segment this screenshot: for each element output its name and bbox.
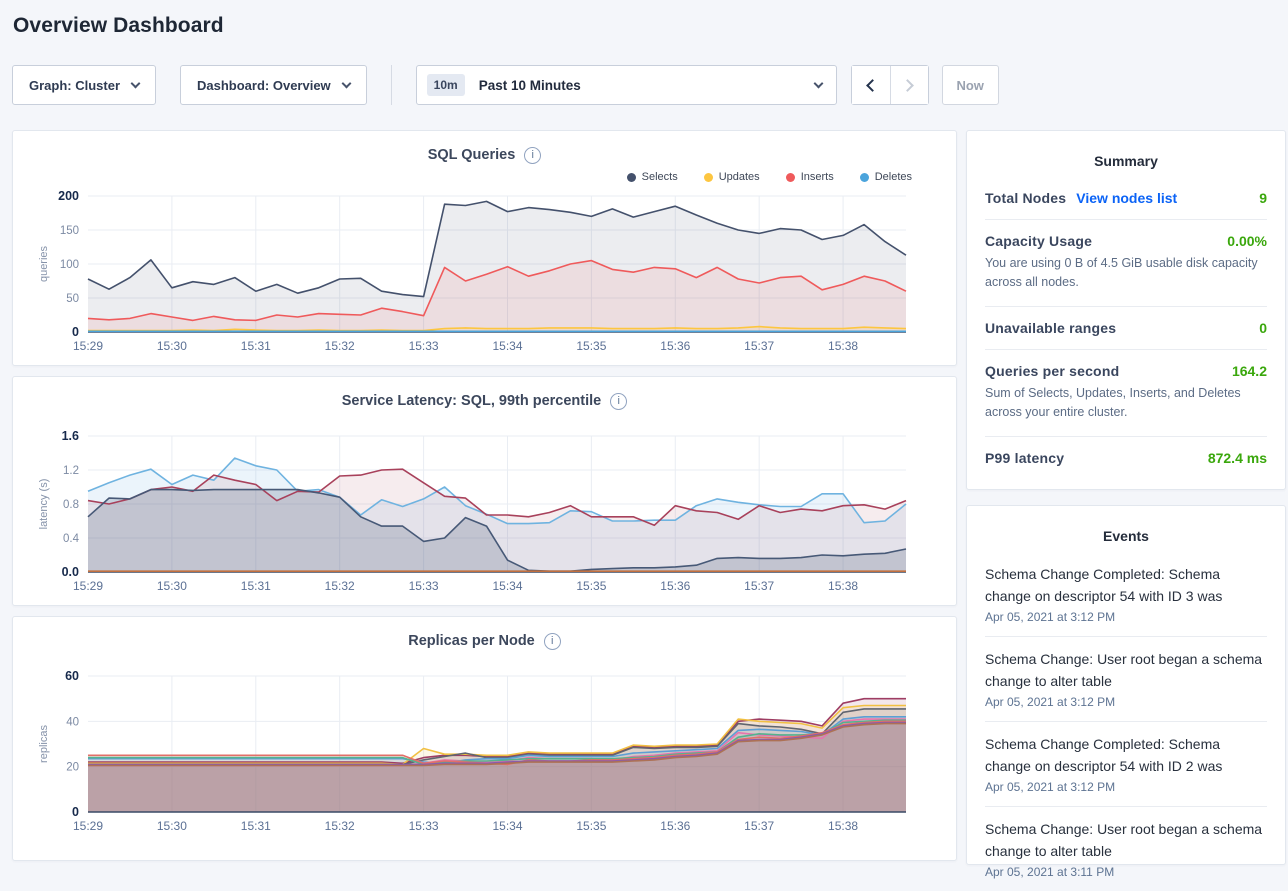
summary-row <box>985 306 1267 349</box>
controls-divider <box>391 65 392 105</box>
summary-description: Sum of Selects, Updates, Inserts, and Deletes across your entire cluster. <box>985 384 1267 423</box>
x-tick-label: 15:34 <box>492 819 522 833</box>
y-tick-label: 50 <box>66 293 79 305</box>
legend-label: Deletes <box>875 171 912 183</box>
prev-time-button[interactable] <box>852 66 890 104</box>
x-tick-label: 15:30 <box>157 579 187 593</box>
summary-label: Unavailable ranges <box>985 320 1116 336</box>
event-item <box>985 721 1267 806</box>
x-tick-label: 15:38 <box>828 579 858 593</box>
x-tick-label: 15:34 <box>492 579 522 593</box>
legend-dot <box>627 173 636 182</box>
summary-row <box>985 177 1267 219</box>
y-axis-label: queries <box>38 245 50 282</box>
replicas-chart[interactable] <box>13 668 956 845</box>
x-tick-label: 15:31 <box>241 339 271 353</box>
graph-dropdown[interactable] <box>12 65 156 105</box>
y-axis-label: replicas <box>38 725 50 763</box>
chart-svg <box>13 188 954 360</box>
x-tick-label: 15:33 <box>409 819 439 833</box>
x-tick-label: 15:32 <box>325 579 355 593</box>
y-tick-label: 60 <box>65 669 79 683</box>
x-tick-label: 15:33 <box>409 579 439 593</box>
event-message: Schema Change Completed: Schema change on descriptor 54 with ID 3 was <box>985 563 1267 607</box>
x-tick-label: 15:35 <box>576 819 606 833</box>
summary-row <box>985 219 1267 306</box>
charts-column <box>12 130 957 871</box>
x-tick-label: 15:33 <box>409 339 439 353</box>
y-tick-label: 0 <box>72 805 79 819</box>
page-title: Overview Dashboard <box>0 0 1288 38</box>
y-tick-label: 20 <box>66 762 79 774</box>
x-tick-label: 15:31 <box>241 579 271 593</box>
replicas-per-node-chart-card <box>12 616 957 861</box>
chart-header <box>13 144 956 166</box>
x-tick-label: 15:37 <box>744 339 774 353</box>
events-panel <box>966 505 1286 865</box>
now-button[interactable]: Now <box>942 65 999 105</box>
x-tick-label: 15:38 <box>828 819 858 833</box>
event-item <box>985 636 1267 721</box>
legend-item-selects[interactable] <box>627 171 678 183</box>
y-tick-label: 0.8 <box>63 499 79 511</box>
x-tick-label: 15:38 <box>828 339 858 353</box>
chevron-down-icon <box>813 78 823 88</box>
x-tick-label: 15:35 <box>576 339 606 353</box>
event-timestamp: Apr 05, 2021 at 3:12 PM <box>985 610 1267 624</box>
chart-header <box>13 390 956 412</box>
legend-item-inserts[interactable] <box>786 171 834 183</box>
event-message: Schema Change: User root began a schema change to alter table <box>985 818 1267 862</box>
chart-svg <box>13 428 954 600</box>
dashboard-dropdown[interactable] <box>180 65 367 105</box>
y-tick-label: 40 <box>66 716 79 728</box>
x-tick-label: 15:32 <box>325 819 355 833</box>
info-icon[interactable] <box>610 393 627 410</box>
legend-label: Inserts <box>801 171 834 183</box>
sql-queries-chart-card <box>12 130 957 366</box>
chart-title: Replicas per Node <box>408 633 535 649</box>
x-tick-label: 15:32 <box>325 339 355 353</box>
legend-label: Selects <box>642 171 678 183</box>
time-range-dropdown[interactable] <box>416 65 837 105</box>
chevron-left-icon <box>866 79 879 92</box>
summary-value: 9 <box>1259 190 1267 206</box>
legend-dot <box>704 173 713 182</box>
summary-rows <box>985 177 1267 479</box>
x-tick-label: 15:29 <box>73 819 103 833</box>
y-axis-label: latency (s) <box>38 479 50 530</box>
chart-legend <box>13 166 956 188</box>
service-latency-chart[interactable] <box>13 428 956 605</box>
summary-label: Capacity Usage <box>985 233 1092 249</box>
dashboard-dropdown-label: Dashboard: Overview <box>197 78 331 93</box>
sql-queries-chart[interactable] <box>13 188 956 365</box>
x-tick-label: 15:36 <box>660 339 690 353</box>
chevron-right-icon <box>901 79 914 92</box>
events-title: Events <box>985 528 1267 544</box>
summary-value: 0.00% <box>1227 233 1267 249</box>
event-timestamp: Apr 05, 2021 at 3:11 PM <box>985 865 1267 879</box>
event-timestamp: Apr 05, 2021 at 3:12 PM <box>985 780 1267 794</box>
y-tick-label: 1.6 <box>62 429 79 443</box>
x-tick-label: 15:34 <box>492 339 522 353</box>
time-pager <box>851 65 929 105</box>
chevron-down-icon <box>341 78 351 88</box>
legend-dot <box>786 173 795 182</box>
chart-header <box>13 630 956 652</box>
main-content <box>12 130 1288 871</box>
next-time-button[interactable] <box>890 66 928 104</box>
legend-dot <box>860 173 869 182</box>
info-icon[interactable] <box>544 633 561 650</box>
graph-dropdown-label: Graph: Cluster <box>29 78 120 93</box>
y-tick-label: 0.0 <box>62 565 79 579</box>
y-tick-label: 0.4 <box>63 533 80 545</box>
controls-bar <box>12 65 1288 105</box>
time-range-label: Past 10 Minutes <box>479 78 803 93</box>
summary-row <box>985 436 1267 479</box>
chart-title: Service Latency: SQL, 99th percentile <box>342 393 602 409</box>
event-items <box>985 552 1267 891</box>
y-tick-label: 0 <box>72 325 79 339</box>
summary-label: P99 latency <box>985 450 1064 466</box>
y-tick-label: 150 <box>60 225 79 237</box>
y-tick-label: 100 <box>60 259 79 271</box>
x-tick-label: 15:30 <box>157 339 187 353</box>
y-tick-label: 200 <box>58 189 79 203</box>
view-nodes-list-link[interactable]: View nodes list <box>1076 190 1177 206</box>
x-tick-label: 15:36 <box>660 819 690 833</box>
x-tick-label: 15:37 <box>744 579 774 593</box>
chart-title: SQL Queries <box>428 147 516 163</box>
chart-svg <box>13 668 954 840</box>
service-latency-chart-card <box>12 376 957 606</box>
x-tick-label: 15:29 <box>73 339 103 353</box>
x-tick-label: 15:36 <box>660 579 690 593</box>
summary-value: 0 <box>1259 320 1267 336</box>
time-range-badge: 10m <box>427 74 465 96</box>
legend-item-deletes[interactable] <box>860 171 912 183</box>
summary-value: 872.4 ms <box>1208 450 1267 466</box>
legend-item-updates[interactable] <box>704 171 760 183</box>
summary-value: 164.2 <box>1232 363 1267 379</box>
x-tick-label: 15:30 <box>157 819 187 833</box>
summary-row <box>985 349 1267 436</box>
summary-label: Queries per second <box>985 363 1119 379</box>
x-tick-label: 15:37 <box>744 819 774 833</box>
info-icon[interactable] <box>524 147 541 164</box>
summary-panel <box>966 130 1286 490</box>
summary-label: Total Nodes <box>985 190 1066 206</box>
x-tick-label: 15:31 <box>241 819 271 833</box>
event-item <box>985 552 1267 636</box>
event-message: Schema Change: User root began a schema change to alter table <box>985 648 1267 692</box>
x-tick-label: 15:35 <box>576 579 606 593</box>
legend-label: Updates <box>719 171 760 183</box>
x-tick-label: 15:29 <box>73 579 103 593</box>
event-message: Schema Change Completed: Schema change on descriptor 54 with ID 2 was <box>985 733 1267 777</box>
event-item <box>985 806 1267 891</box>
y-tick-label: 1.2 <box>63 465 79 477</box>
summary-title: Summary <box>985 153 1267 169</box>
chevron-down-icon <box>131 78 141 88</box>
summary-description: You are using 0 B of 4.5 GiB usable disk capacity across all nodes. <box>985 254 1267 293</box>
event-timestamp: Apr 05, 2021 at 3:12 PM <box>985 695 1267 709</box>
sidebar <box>966 130 1286 865</box>
